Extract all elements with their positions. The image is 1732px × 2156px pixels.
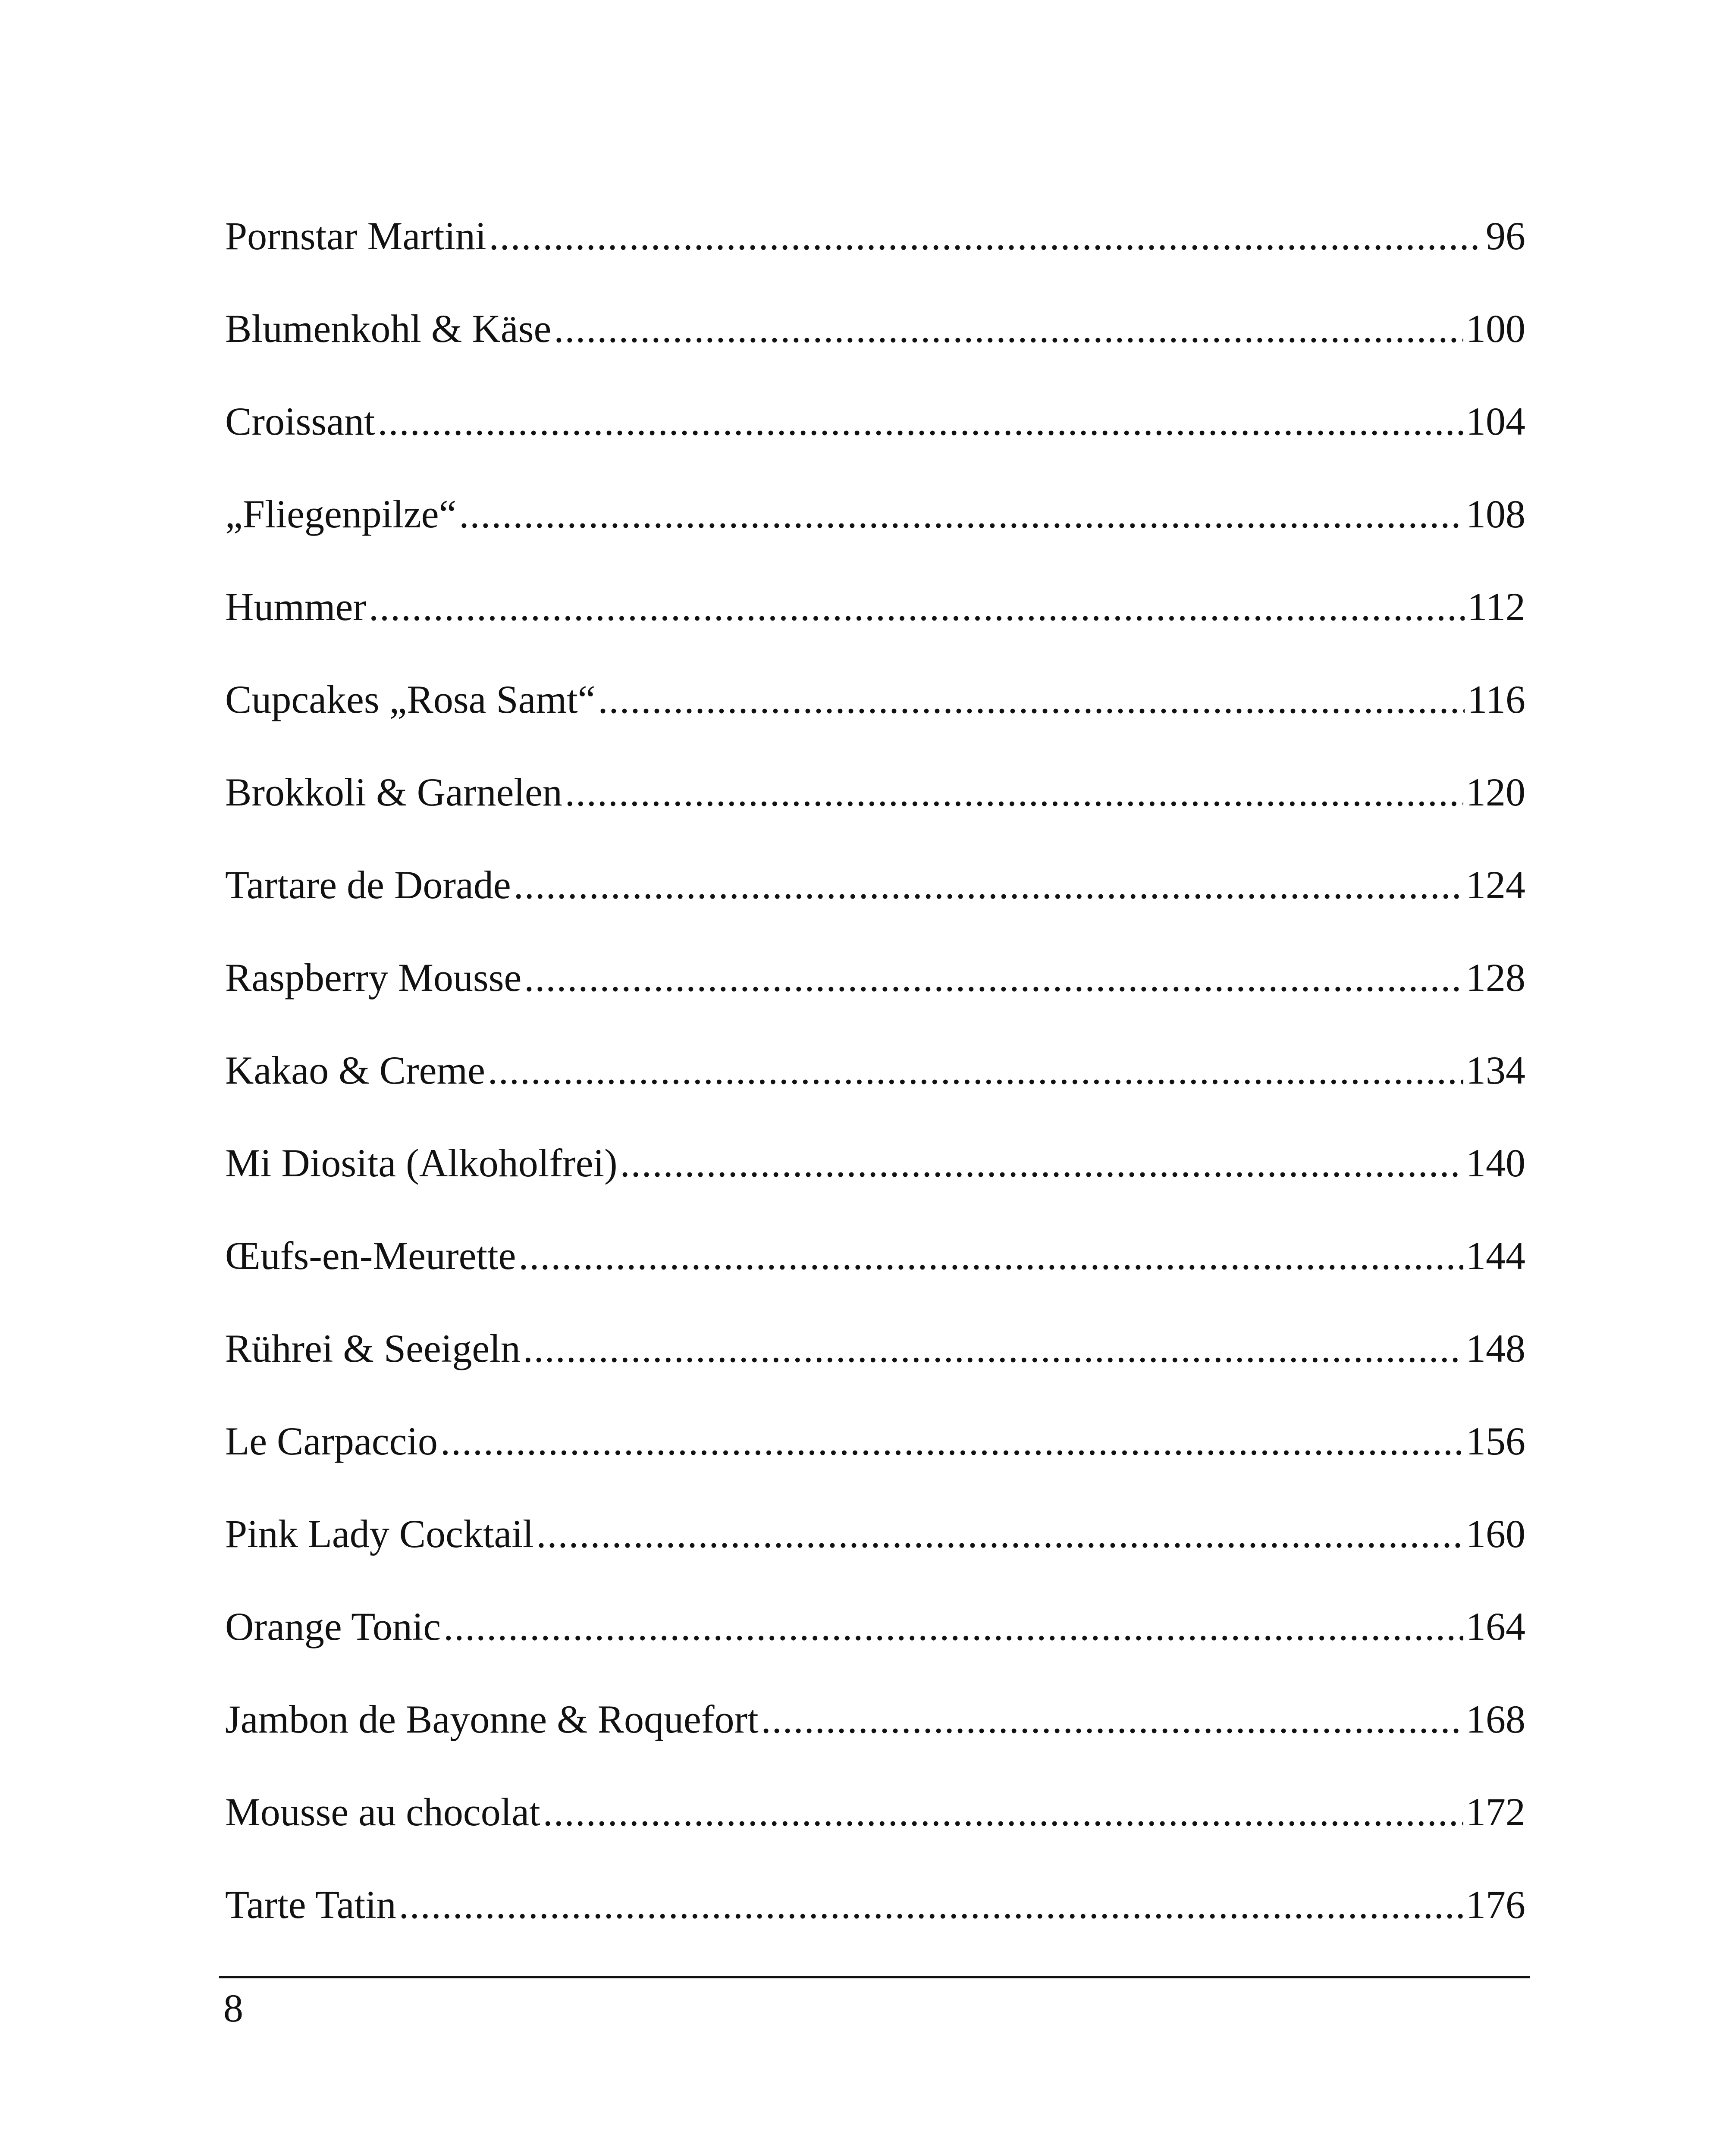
toc-entry[interactable] bbox=[225, 1673, 1525, 1766]
toc-entry[interactable] bbox=[225, 190, 1525, 282]
toc-entry[interactable] bbox=[225, 1210, 1525, 1302]
toc-entry[interactable] bbox=[225, 931, 1525, 1024]
toc-entry-page: 164 bbox=[1466, 1604, 1525, 1648]
toc-entry-title: Rührei & Seeigeln bbox=[225, 1326, 521, 1370]
footer-divider bbox=[219, 1976, 1530, 1978]
toc-entry-title: Cupcakes „Rosa Samt“ bbox=[225, 677, 596, 721]
toc-entry[interactable] bbox=[225, 653, 1525, 746]
toc-entry-title: Hummer bbox=[225, 585, 367, 629]
toc-entry-page: 144 bbox=[1466, 1234, 1525, 1278]
toc-entry-page: 96 bbox=[1486, 214, 1525, 258]
toc-entry[interactable] bbox=[225, 468, 1525, 561]
toc-entry-page: 100 bbox=[1466, 307, 1525, 351]
toc-dot-leader bbox=[378, 375, 1463, 468]
toc-dot-leader bbox=[488, 1024, 1463, 1117]
toc-dot-leader bbox=[761, 1673, 1463, 1766]
toc-dot-leader bbox=[369, 561, 1465, 653]
toc-dot-leader bbox=[598, 653, 1465, 746]
toc-entry[interactable] bbox=[225, 1858, 1525, 1951]
toc-entry-page: 176 bbox=[1466, 1883, 1525, 1927]
toc-entry-title: Mi Diosita (Alkoholfrei) bbox=[225, 1141, 618, 1185]
toc-dot-leader bbox=[536, 1488, 1463, 1580]
toc-entry[interactable] bbox=[225, 561, 1525, 653]
toc-entry[interactable] bbox=[225, 1488, 1525, 1580]
toc-entry-page: 124 bbox=[1466, 863, 1525, 907]
toc-entry-title: Pink Lady Cocktail bbox=[225, 1512, 534, 1556]
toc-entry-page: 108 bbox=[1466, 492, 1525, 536]
toc-entry[interactable] bbox=[225, 375, 1525, 468]
toc-entry-page: 140 bbox=[1466, 1141, 1525, 1185]
toc-entry-page: 148 bbox=[1466, 1326, 1525, 1370]
toc-entry-page: 168 bbox=[1466, 1697, 1525, 1741]
toc-entry-page: 128 bbox=[1466, 956, 1525, 1000]
toc-entry-title: Orange Tonic bbox=[225, 1604, 441, 1648]
toc-entry-title: „Fliegenpilze“ bbox=[225, 492, 457, 536]
toc-entry-title: Croissant bbox=[225, 399, 375, 443]
toc-entry-page: 172 bbox=[1466, 1790, 1525, 1834]
toc-entry-page: 112 bbox=[1467, 585, 1525, 629]
toc-entry[interactable] bbox=[225, 1580, 1525, 1673]
toc-entry[interactable] bbox=[225, 746, 1525, 839]
toc-dot-leader bbox=[554, 282, 1463, 375]
toc-entry-page: 104 bbox=[1466, 399, 1525, 443]
toc-dot-leader bbox=[459, 468, 1463, 561]
toc-entry-title: Raspberry Mousse bbox=[225, 956, 522, 1000]
toc-entry[interactable] bbox=[225, 1302, 1525, 1395]
toc-entry-title: Œufs-en-Meurette bbox=[225, 1234, 516, 1278]
toc-entry-page: 116 bbox=[1467, 677, 1525, 721]
toc-dot-leader bbox=[543, 1766, 1463, 1858]
toc-dot-leader bbox=[523, 1302, 1463, 1395]
toc-entry[interactable] bbox=[225, 1024, 1525, 1117]
toc-entry[interactable] bbox=[225, 839, 1525, 931]
toc-entry[interactable] bbox=[225, 282, 1525, 375]
toc-dot-leader bbox=[440, 1395, 1463, 1488]
toc-dot-leader bbox=[524, 931, 1463, 1024]
toc-dot-leader bbox=[399, 1858, 1463, 1951]
toc-entry-title: Mousse au chocolat bbox=[225, 1790, 540, 1834]
toc-entry-title: Brokkoli & Garnelen bbox=[225, 770, 562, 814]
toc-entry-title: Le Carpaccio bbox=[225, 1419, 438, 1463]
toc-dot-leader bbox=[443, 1580, 1463, 1673]
page-number: 8 bbox=[223, 1986, 243, 2030]
toc-entry-title: Pornstar Martini bbox=[225, 214, 486, 258]
toc-entry[interactable] bbox=[225, 1395, 1525, 1488]
toc-dot-leader bbox=[489, 190, 1483, 282]
toc-entry-title: Kakao & Creme bbox=[225, 1048, 485, 1092]
toc-entry-title: Tarte Tatin bbox=[225, 1883, 396, 1927]
toc-entry[interactable] bbox=[225, 1117, 1525, 1210]
toc-dot-leader bbox=[514, 839, 1463, 931]
toc-entry-title: Tartare de Dorade bbox=[225, 863, 511, 907]
toc-dot-leader bbox=[620, 1117, 1463, 1210]
toc-entry[interactable] bbox=[225, 1766, 1525, 1858]
toc-entry-title: Jambon de Bayonne & Roquefort bbox=[225, 1697, 759, 1741]
toc-entry-page: 156 bbox=[1466, 1419, 1525, 1463]
toc-entry-page: 160 bbox=[1466, 1512, 1525, 1556]
toc-entry-page: 134 bbox=[1466, 1048, 1525, 1092]
toc-entry-title: Blumenkohl & Käse bbox=[225, 307, 552, 351]
table-of-contents bbox=[225, 190, 1525, 1951]
toc-dot-leader bbox=[565, 746, 1463, 839]
toc-entry-page: 120 bbox=[1466, 770, 1525, 814]
toc-dot-leader bbox=[518, 1210, 1463, 1302]
